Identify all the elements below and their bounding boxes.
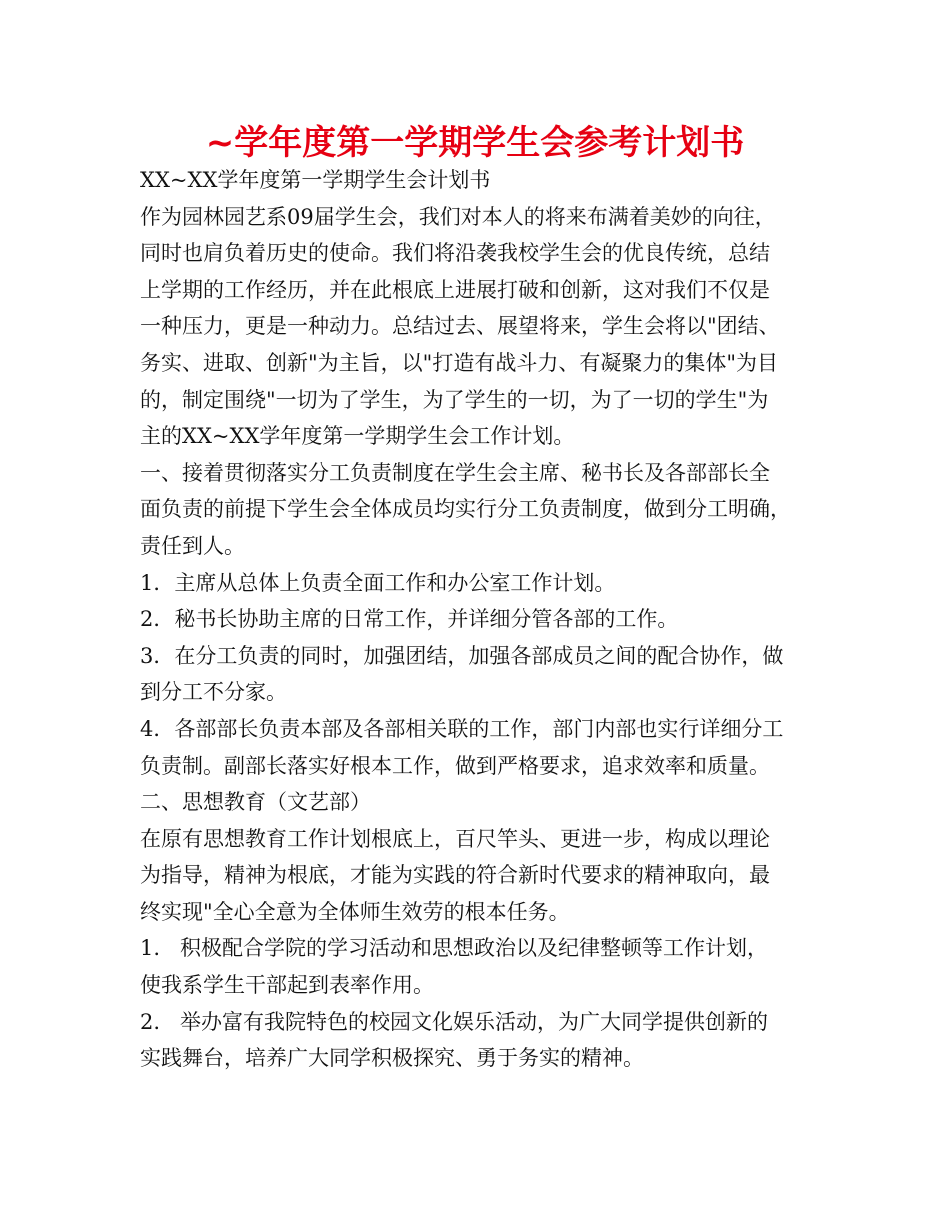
body-line: 作为园林园艺系09届学生会，我们对本人的将来布满着美妙的向往， — [140, 204, 776, 229]
body-line: 责任到人。 — [140, 533, 245, 558]
body-line: 的，制定围绕"一切为了学生，为了学生的一切，为了一切的学生"为 — [140, 387, 769, 412]
body-line: 2．秘书长协助主席的日常工作，并详细分管各部的工作。 — [140, 607, 679, 632]
body-line: 3．在分工负责的同时，加强团结，加强各部成员之间的配合协作，做 — [140, 643, 784, 668]
body-line: 终实现"全心全意为全体师生效劳的根本任务。 — [140, 899, 570, 924]
body-line: 负责制。副部长落实好根本工作，做到严格要求，追求效率和质量。 — [140, 753, 770, 778]
body-line: 主的XX~XX学年度第一学期学生会工作计划。 — [140, 424, 575, 449]
body-line: XX~XX学年度第一学期学生会计划书 — [140, 168, 491, 192]
body-line: 在原有思想教育工作计划根底上，百尺竿头、更进一步，构成以理论 — [140, 826, 770, 851]
body-line: 为指导，精神为根底，才能为实践的符合新时代要求的精神取向，最 — [140, 863, 770, 888]
body-line: 面负责的前提下学生会全体成员均实行分工负责制度，做到分工明确， — [140, 497, 791, 522]
body-line: 一种压力，更是一种动力。总结过去、展望将来，学生会将以"团结、 — [140, 314, 780, 339]
document-body — [140, 162, 830, 1077]
body-line: 2. 举办富有我院特色的校园文化娱乐活动，为广大同学提供创新的 — [140, 1009, 769, 1034]
body-line: 到分工不分家。 — [140, 680, 287, 705]
body-line: 实践舞台，培养广大同学积极探究、勇于务实的精神。 — [140, 1046, 644, 1071]
body-line: 使我系学生干部起到表率作用。 — [140, 973, 434, 998]
body-line: 务实、进取、创新"为主旨，以"打造有战斗力、有凝聚力的集体"为目 — [140, 350, 778, 375]
body-line: 一、接着贯彻落实分工负责制度在学生会主席、秘书长及各部部长全 — [140, 460, 770, 485]
body-line: 上学期的工作经历，并在此根底上进展打破和创新，这对我们不仅是 — [140, 277, 770, 302]
body-line: 二、思想教育（文艺部） — [140, 790, 371, 815]
body-line: 1．主席从总体上负责全面工作和办公室工作计划。 — [140, 570, 616, 595]
body-line: 同时也肩负着历史的使命。我们将沿袭我校学生会的优良传统，总结 — [140, 241, 770, 266]
document-title: ~学年度第一学期学生会参考计划书 — [205, 123, 745, 163]
body-line: 4．各部部长负责本部及各部相关联的工作，部门内部也实行详细分工 — [140, 716, 784, 741]
body-line: 1. 积极配合学院的学习活动和思想政治以及纪律整顿等工作计划， — [140, 936, 769, 961]
